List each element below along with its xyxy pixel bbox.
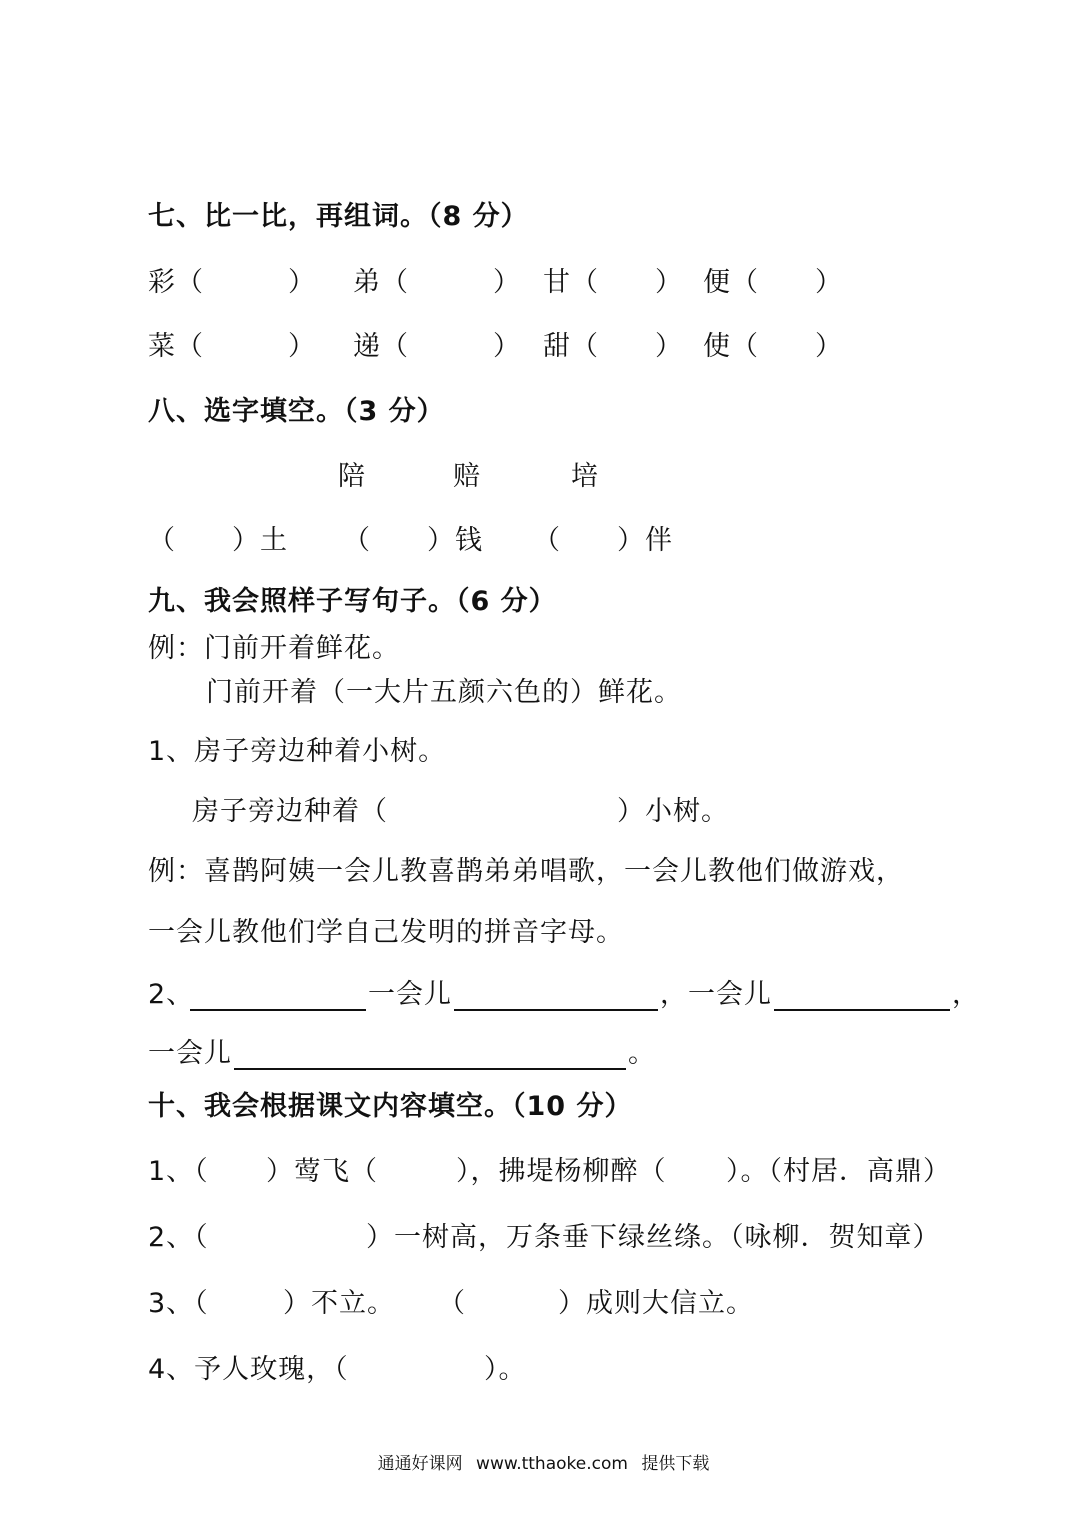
- punctuation: 。: [628, 1038, 656, 1069]
- saying-line-3: [148, 1287, 848, 1321]
- footer-site-name: 通通好课网: [377, 1454, 463, 1474]
- question-2-line-1: [148, 978, 980, 1014]
- answer-line: [190, 1008, 366, 1011]
- saying-fill-start: 3、（: [148, 1288, 209, 1319]
- word-group-blank: 菜（ ）: [148, 331, 316, 362]
- fill-blank: （ ）土: [148, 525, 288, 556]
- answer-line: [454, 1008, 658, 1011]
- example-2-line-2: 一会儿教他们学自己发明的拼音字母。: [148, 917, 624, 948]
- poem-fill-start: 1、（: [148, 1156, 209, 1187]
- word-group-blank: 使（ ）: [703, 331, 843, 362]
- question-2-number: 2、: [148, 979, 195, 1010]
- word-group-blank: 递（ ）: [353, 331, 521, 362]
- saying-fill-start: 4、予人玫瑰，（: [148, 1354, 349, 1385]
- choice-char: 赔: [453, 461, 481, 492]
- saying-fill-part: ）成则大信立。: [558, 1288, 754, 1319]
- poem-fill-part: ），拂堤杨柳醉（: [456, 1156, 667, 1187]
- poem-fill-part: ）一树高，万条垂下绿丝绦。（咏柳．贺知章）: [366, 1222, 941, 1253]
- example-2-line-1: 例：喜鹊阿姨一会儿教喜鹊弟弟唱歌，一会儿教他们做游戏，: [148, 856, 904, 887]
- connector-word: 一会儿: [148, 1038, 232, 1069]
- saying-fill-part: （: [438, 1288, 466, 1319]
- choice-char: 培: [571, 461, 599, 492]
- poem-line-2: [148, 1221, 968, 1255]
- section-8-choices: [148, 460, 848, 494]
- fill-blank: （ ）钱: [343, 525, 483, 556]
- question-1-fill-end: ）小树。: [617, 796, 729, 827]
- poem-line-1: [148, 1155, 968, 1189]
- question-1-fill-start: 房子旁边种着（: [192, 796, 388, 827]
- fill-blank: （ ）伴: [533, 525, 673, 556]
- footer-url[interactable]: www.tthaoke.com: [476, 1454, 628, 1474]
- saying-line-4: [148, 1353, 668, 1387]
- word-group-blank: 甘（ ）: [543, 267, 683, 298]
- answer-line: [234, 1067, 626, 1070]
- poem-source: ）。（村居．高鼎）: [726, 1156, 951, 1187]
- section-10-title: 十、我会根据课文内容填空。（10 分）: [148, 1091, 633, 1122]
- page-footer: [0, 1452, 1087, 1476]
- section-7-row-2: [148, 330, 928, 364]
- word-group-blank: 弟（ ）: [353, 267, 521, 298]
- answer-line: [774, 1008, 950, 1011]
- connector-word: 一会儿: [368, 979, 452, 1010]
- question-1-fill: [192, 795, 752, 829]
- poem-fill-part: ）莺飞（: [266, 1156, 378, 1187]
- question-2-line-2: [148, 1037, 668, 1073]
- section-8-title: 八、选字填空。（3 分）: [148, 396, 445, 427]
- saying-fill-end: ）。: [484, 1354, 527, 1385]
- example-1-original: 例：门前开着鲜花。: [148, 633, 400, 664]
- question-1: 1、房子旁边种着小树。: [148, 736, 447, 767]
- section-7-title: 七、比一比，再组词。（8 分）: [148, 201, 529, 232]
- word-group-blank: 彩（ ）: [148, 267, 316, 298]
- connector-word: ，一会儿: [660, 979, 772, 1010]
- footer-note: 提供下载: [641, 1454, 710, 1474]
- word-group-blank: 甜（ ）: [543, 331, 683, 362]
- punctuation: ，: [952, 979, 980, 1010]
- section-7-row-1: [148, 266, 928, 300]
- example-1-expanded: 门前开着（一大片五颜六色的）鲜花。: [206, 677, 682, 708]
- saying-fill-part: ）不立。: [283, 1288, 395, 1319]
- poem-fill-start: 2、（: [148, 1222, 209, 1253]
- section-9-title: 九、我会照样子写句子。（6 分）: [148, 586, 557, 617]
- word-group-blank: 便（ ）: [703, 267, 843, 298]
- choice-char: 陪: [338, 461, 366, 492]
- section-8-blanks: [148, 524, 848, 558]
